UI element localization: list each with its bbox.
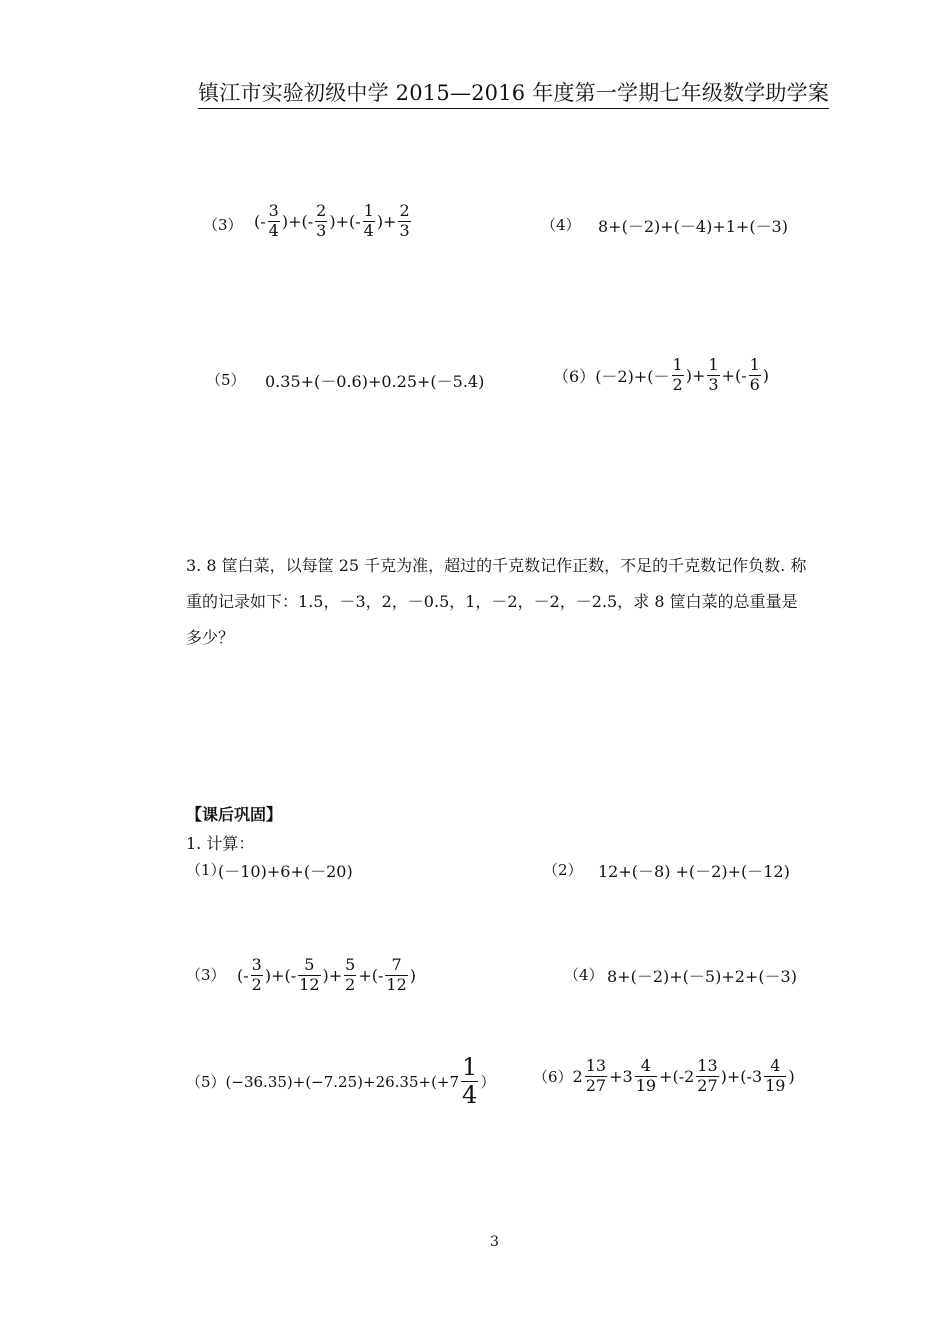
fraction	[707, 357, 719, 394]
homework-3-text-5: )	[409, 965, 417, 985]
fraction	[461, 1055, 478, 1108]
denominator: 4	[462, 1081, 478, 1110]
problem-3-text-4: )+	[376, 211, 397, 231]
denominator: 27	[697, 1075, 718, 1095]
problem-6-text-1: (－2)+(－	[595, 366, 670, 386]
numerator: 3	[268, 201, 279, 220]
fraction	[764, 1058, 786, 1095]
numerator: 1	[363, 201, 374, 220]
problem-3-text-2: )+(-	[281, 211, 314, 231]
homework-5-expression	[186, 1055, 495, 1108]
homework-6-text-4: )+(-3	[720, 1066, 763, 1086]
homework-5-label: （5）	[186, 1073, 226, 1092]
numerator: 1	[708, 355, 719, 374]
problem-6-text-2: )+	[685, 365, 706, 385]
numerator: 4	[640, 1056, 651, 1075]
numerator: 4	[770, 1056, 781, 1075]
problem-4-expression: 8+(－2)+(－4)+1+(－3)	[598, 217, 788, 236]
fraction	[363, 203, 375, 240]
homework-3-label: （3）	[186, 966, 226, 984]
denominator: 4	[268, 220, 279, 240]
numerator: 1	[749, 355, 760, 374]
homework-3-text-1: (-	[237, 965, 249, 985]
homework-6-text-5: )	[788, 1066, 795, 1086]
homework-2-expression: 12+(－8) +(－2)+(－12)	[598, 862, 790, 881]
denominator: 2	[251, 974, 262, 994]
denominator: 19	[765, 1075, 786, 1095]
fraction	[696, 1058, 718, 1095]
problem-6-text-3: +(-	[721, 365, 747, 385]
word-problem-3: 3. 8 筐白菜，以每筐 25 千克为准，超过的千克数记作正数，不足的千克数记作负数. 称重的记录如下：1.5，－3，2，－0.5，1，－2，－2，－2.5，求 8 筐白菜的总重量是多少？	[186, 556, 807, 647]
homework-5-text-2: ）	[480, 1073, 496, 1092]
homework-4-expression: 8+(－2)+(－5)+2+(－3)	[607, 967, 797, 986]
denominator: 19	[635, 1075, 657, 1095]
homework-3-text-3: )+	[322, 965, 343, 985]
numerator: 7	[391, 955, 402, 974]
numerator: 13	[697, 1056, 718, 1075]
problem-3-label: （3）	[203, 216, 243, 234]
problem-3-text-1: (-	[254, 211, 266, 231]
fraction	[298, 957, 320, 994]
fraction	[268, 203, 280, 240]
section-title: 【课后巩固】	[186, 805, 283, 824]
denominator: 4	[363, 220, 374, 240]
homework-1-label: （1）	[186, 861, 226, 879]
homework-3-text-4: +(-	[358, 965, 384, 985]
page-header: 镇江市实验初级中学 2015—2016 年度第一学期七年级数学助学案	[198, 77, 829, 109]
denominator: 12	[299, 974, 320, 994]
fraction	[749, 357, 761, 394]
homework-6-text-3: +(-2	[659, 1066, 695, 1086]
homework-6-text-2: +3	[609, 1066, 633, 1086]
homework-3-text-2: )+(-	[264, 965, 297, 985]
problem-6-label: （6）	[553, 366, 596, 386]
problem-4-label: （4）	[541, 216, 581, 234]
numerator: 1	[672, 355, 683, 374]
numerator: 1	[462, 1053, 478, 1081]
denominator: 3	[316, 220, 327, 240]
problem-3-expression	[254, 203, 413, 240]
numerator: 5	[304, 955, 315, 974]
numerator: 13	[585, 1056, 607, 1075]
homework-6-expression	[533, 1058, 795, 1095]
fraction	[251, 957, 263, 994]
section-subtitle: 1. 计算：	[186, 834, 255, 853]
fraction	[398, 203, 410, 240]
denominator: 3	[708, 374, 719, 394]
homework-2-label: （2）	[543, 861, 583, 879]
numerator: 2	[399, 201, 410, 220]
denominator: 3	[399, 220, 410, 240]
numerator: 2	[316, 201, 327, 220]
numerator: 5	[345, 955, 356, 974]
denominator: 2	[345, 974, 356, 994]
denominator: 27	[585, 1075, 607, 1095]
homework-5-text-1: (−36.35)+(−7.25)+26.35+(+7	[225, 1072, 460, 1091]
homework-3-expression	[237, 957, 416, 994]
fraction	[585, 1058, 607, 1095]
fraction	[672, 357, 684, 394]
denominator: 12	[386, 974, 407, 994]
fraction	[315, 203, 327, 240]
homework-4-label: （4）	[564, 966, 604, 984]
homework-6-whole-1: 2	[572, 1066, 583, 1086]
problem-5-expression: 0.35+(－0.6)+0.25+(－5.4)	[265, 372, 485, 391]
homework-1-expression: (－10)+6+(－20)	[218, 862, 353, 881]
homework-6-label: （6）	[533, 1067, 573, 1086]
problem-5-label: （5）	[206, 371, 246, 389]
fraction	[344, 957, 356, 994]
problem-3-text-3: )+(-	[329, 211, 361, 231]
numerator: 3	[251, 955, 262, 974]
denominator: 2	[672, 374, 683, 394]
denominator: 6	[749, 374, 760, 394]
page-number: 3	[490, 1234, 499, 1250]
problem-6-expression	[553, 357, 769, 394]
fraction	[635, 1058, 657, 1095]
problem-6-text-4: )	[762, 365, 770, 385]
fraction	[385, 957, 407, 994]
